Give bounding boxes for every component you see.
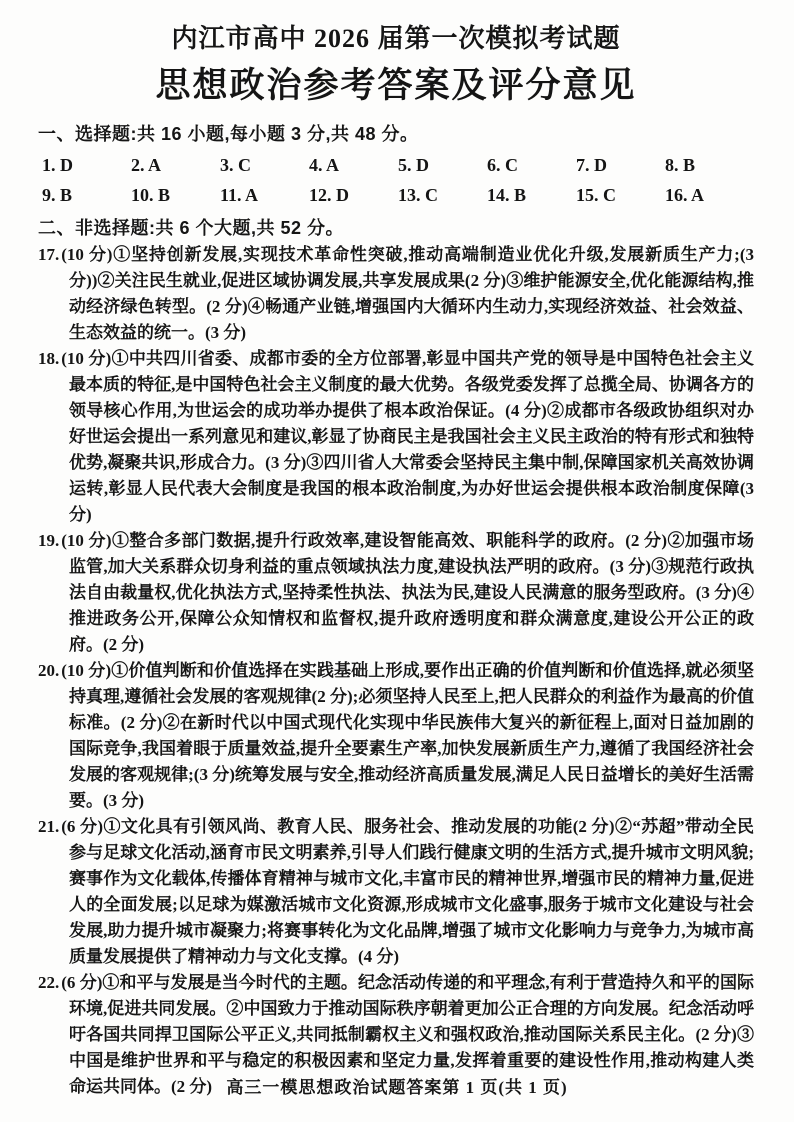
question-22-number: 22. [38, 973, 60, 992]
question-17-answer-text: (10 分)①坚持创新发展,实现技术革命性突破,推动高端制造业优化升级,发展新质生产力;(3 分))②关注民生就业,促进区域协调发展,共享发展成果(2 分)③维护能源安全,优化能源结构,推动经济绿色转型。(2 分)④畅通产业链,增强国内大循环内生动力,实现经济效益、社会效益、生态效益的统一。(3 分) [61, 245, 754, 342]
choice-answer-2: 2. A [131, 155, 162, 175]
page-title: 思想政治参考答案及评分意见 [155, 66, 637, 105]
choice-answer-6: 6. C [487, 155, 518, 175]
choice-answer-16: 16. A [665, 185, 705, 205]
question-21-number: 21. [38, 817, 60, 836]
question-21-answer-text: (6 分)①文化具有引领风尚、教育人民、服务社会、推动发展的功能(2 分)②“苏超”带动全民参与足球文化活动,涵育市民文明素养,引导人们践行健康文明的生活方式,提升城市文明风貌;赛事作为文化载体,传播体育精神与城市文化,丰富市民的精神世界,增强市民的精神力量,促进人的全面发展;以足球为媒激活城市文化资源,形成城市文化盛事,服务于城市文化建设与社会发展,助力提升城市凝聚力;将赛事转化为文化品牌,增强了城市文化影响力与竞争力,为城市高质量发展提供了精神动力与文化支撑。(4 分) [61, 817, 754, 966]
question-18 [38, 346, 754, 528]
free-response-section-heading: 二、非选择题:共 6 个大题,共 52 分。 [38, 218, 345, 238]
choice-answer-4: 4. A [309, 155, 340, 175]
choice-section-heading: 一、选择题:共 16 小题,每小题 3 分,共 48 分。 [38, 124, 419, 144]
exam-title: 内江市高中 2026 届第一次模拟考试题 [171, 24, 621, 53]
choice-answer-15: 15. C [576, 185, 616, 205]
question-20-answer-text: (10 分)①价值判断和价值选择在实践基础上形成,要作出正确的价值判断和价值选择,就必须坚持真理,遵循社会发展的客观规律(2 分);必须坚持人民至上,把人民群众的利益作为最高的价值标准。(2 分)②在新时代以中国式现代化实现中华民族伟大复兴的新征程上,面对日益加剧的国际竞争,我国着眼于质量效益,提升全要素生产率,加快发展新质生产力,遵循了我国经济社会发展的客观规律;(3 分)统筹发展与安全,推动经济高质量发展,满足人民日益增长的美好生活需要。(3 分) [61, 661, 754, 810]
question-19-answer-text: (10 分)①整合多部门数据,提升行政效率,建设智能高效、职能科学的政府。(2 分)②加强市场监管,加大关系群众切身利益的重点领域执法力度,建设执法严明的政府。(3 分)③规范行政执法自由裁量权,优化执法方式,坚持柔性执法、执法为民,建设人民满意的服务型政府。(3 分)④推进政务公开,保障公众知情权和监督权,提升政府透明度和群众满意度,建设公开公正的政府。(2 分) [61, 531, 754, 654]
choice-answer-3: 3. C [220, 155, 251, 175]
question-19-number: 19. [38, 531, 60, 550]
choice-section [38, 120, 754, 206]
choice-answer-11: 11. A [220, 185, 259, 205]
page-footer: 高三一模思想政治试题答案第 1 页(共 1 页) [226, 1078, 568, 1097]
choice-answer-13: 13. C [398, 185, 438, 205]
choice-answer-12: 12. D [309, 185, 349, 205]
question-17-number: 17. [38, 245, 60, 264]
question-21 [38, 814, 754, 970]
choice-answer-1: 1. D [42, 155, 73, 175]
question-17 [38, 242, 754, 346]
choice-answer-8: 8. B [665, 155, 696, 175]
question-20 [38, 658, 754, 814]
question-20-number: 20. [38, 661, 60, 680]
choice-answer-14: 14. B [487, 185, 527, 205]
free-response-section [38, 214, 754, 1100]
question-18-number: 18. [38, 349, 60, 368]
question-19 [38, 528, 754, 658]
question-22-answer-text: (6 分)①和平与发展是当今时代的主题。纪念活动传递的和平理念,有利于营造持久和平的国际环境,促进共同发展。②中国致力于推动国际秩序朝着更加公正合理的方向发展。纪念活动呼吁各国共同捍卫国际公平正义,共同抵制霸权主义和强权政治,推动国际关系民主化。(2 分)③中国是维护世界和平与稳定的积极因素和坚定力量,发挥着重要的建设性作用,推动构建人类命运共同体。(2 分) [61, 973, 754, 1096]
choice-answer-5: 5. D [398, 155, 429, 175]
choice-answer-7: 7. D [576, 155, 607, 175]
question-list [38, 242, 754, 1100]
choice-answer-9: 9. B [42, 185, 73, 205]
question-18-answer-text: (10 分)①中共四川省委、成都市委的全方位部署,彰显中国共产党的领导是中国特色社会主义最本质的特征,是中国特色社会主义制度的最大优势。各级党委发挥了总揽全局、协调各方的领导核心作用,为世运会的成功举办提供了根本政治保证。(4 分)②成都市各级政协组织对办好世运会提出一系列意见和建议,彰显了协商民主是我国社会主义民主政治的特有形式和独特优势,凝聚共识,形成合力。(3 分)③四川省人大常委会坚持民主集中制,保障国家机关高效协调运转,彰显人民代表大会制度是我国的根本政治制度,为办好世运会提供根本政治制度保障(3 分) [61, 349, 754, 524]
choice-answers-grid [42, 155, 754, 206]
choice-answer-10: 10. B [131, 185, 171, 205]
